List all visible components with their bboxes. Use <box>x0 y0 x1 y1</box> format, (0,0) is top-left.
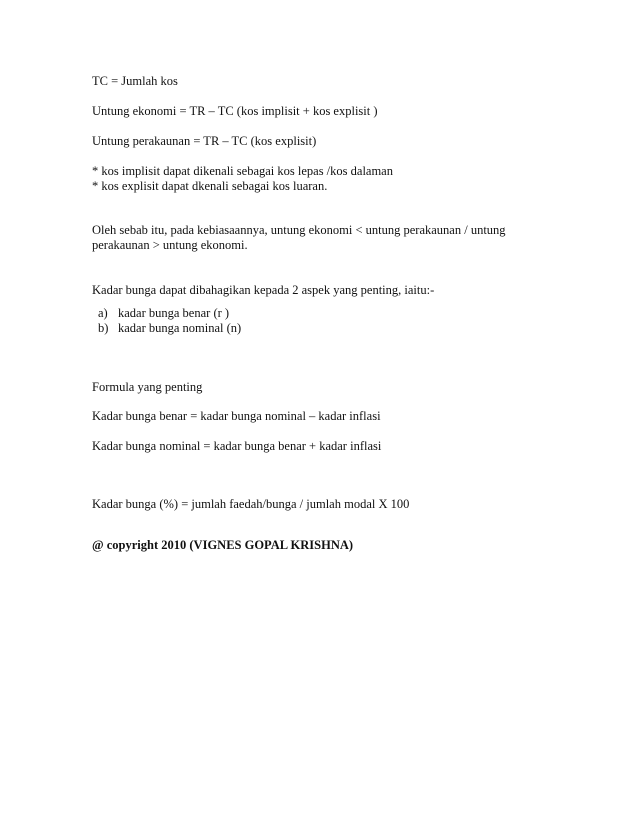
list-item-text: kadar bunga benar (r ) <box>118 306 230 320</box>
formula-kadar-bunga-peratus: Kadar bunga (%) = jumlah faedah/bunga / jumlah modal X 100 <box>92 497 410 511</box>
kadar-bunga-intro: Kadar bunga dapat dibahagikan kepada 2 aspek yang penting, iaitu:- <box>92 283 435 297</box>
untung-ekonomi-formula: Untung ekonomi = TR – TC (kos implisit + kos explisit ) <box>92 104 378 118</box>
formula-kadar-bunga-nominal: Kadar bunga nominal = kadar bunga benar + kadar inflasi <box>92 439 382 453</box>
untung-perakaunan-formula: Untung perakaunan = TR – TC (kos explisit) <box>92 134 317 148</box>
note-kos-explisit: * kos explisit dapat dkenali sebagai kos luaran. <box>92 179 328 193</box>
list-item <box>98 321 241 336</box>
list-item-text: kadar bunga nominal (n) <box>118 321 242 335</box>
list-item <box>98 306 229 321</box>
note-kos-implisit: * kos implisit dapat dikenali sebagai kos lepas /kos dalaman <box>92 164 393 178</box>
copyright-notice: @ copyright 2010 (VIGNES GOPAL KRISHNA) <box>92 538 354 552</box>
tc-definition: TC = Jumlah kos <box>92 74 178 88</box>
oleh-sebab-line-2: perakaunan > untung ekonomi. <box>92 238 248 252</box>
formula-heading: Formula yang penting <box>92 380 203 394</box>
oleh-sebab-line-1: Oleh sebab itu, pada kebiasaannya, untung ekonomi < untung perakaunan / untung <box>92 223 506 237</box>
formula-kadar-bunga-benar: Kadar bunga benar = kadar bunga nominal – kadar inflasi <box>92 409 381 423</box>
list-marker: a) <box>98 306 108 320</box>
list-marker: b) <box>98 321 109 335</box>
